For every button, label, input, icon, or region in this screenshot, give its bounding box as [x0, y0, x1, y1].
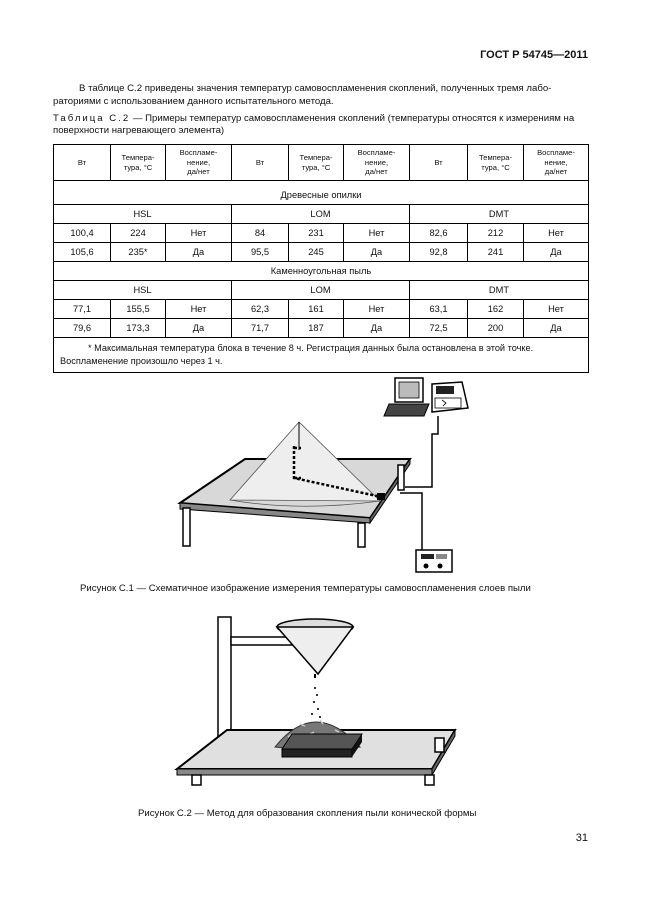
figure-c1-illustration: [170, 372, 470, 577]
header-watt: Вт: [54, 145, 111, 181]
header-temperature-line2: тура, °С: [301, 162, 331, 172]
cell: 241: [468, 243, 524, 262]
funnel: [277, 619, 353, 678]
cell: 173,3: [111, 319, 166, 338]
cell: Да: [166, 243, 232, 262]
cell: 71,7: [232, 319, 289, 338]
intro-paragraph: [53, 82, 588, 108]
cell: Да: [524, 243, 589, 262]
cell: 231: [289, 224, 344, 243]
header-ignition-line1: Воспламе-: [537, 148, 575, 158]
header-temperature: [468, 145, 524, 181]
lab-lom: LOM: [232, 281, 410, 300]
table-row: [54, 300, 589, 319]
table-caption: [53, 113, 588, 137]
header-ignition-line1: Воспламе-: [179, 148, 218, 158]
cell: Да: [344, 319, 410, 338]
header-ignition-line2: нение,: [364, 157, 389, 167]
cell: 92,8: [410, 243, 468, 262]
cell: 95,5: [232, 243, 289, 262]
header-temperature: [111, 145, 166, 181]
table-row: [54, 319, 589, 338]
cell: Нет: [166, 300, 232, 319]
header-watt: Вт: [232, 145, 289, 181]
cell: 82,6: [410, 224, 468, 243]
table-header-row: [54, 145, 589, 181]
header-temperature-line1: Темпера-: [299, 153, 333, 162]
cell: Нет: [166, 224, 232, 243]
cell: 72,5: [410, 319, 468, 338]
header-ignition-line3: да/нет: [365, 167, 388, 177]
header-ignition-line2: нение,: [544, 157, 568, 167]
cell: Да: [524, 319, 589, 338]
figure-c1-caption: Рисунок С.1 — Схематичное изображение измерения температуры самовоспламенения слоев пыли: [80, 583, 531, 594]
cell: Нет: [344, 224, 410, 243]
intro-line-2: раториями с использованием данного испытательного метода.: [53, 96, 334, 107]
lab-row: [54, 281, 589, 300]
figure-c2-caption: Рисунок С.2 — Метод для образования скопления пыли конической формы: [138, 808, 477, 819]
cell: Нет: [344, 300, 410, 319]
table-footnote: [54, 338, 589, 373]
cell: Да: [166, 319, 232, 338]
cell: 100,4: [54, 224, 111, 243]
table-footnote-text: * Максимальная температура блока в течение 8 ч. Регистрация данных была остановлена в этой точке. Воспламенение произошло через 1 ч.: [60, 343, 534, 366]
cell: 155,5: [111, 300, 166, 319]
cell: 245: [289, 243, 344, 262]
header-temperature-line1: Темпера-: [479, 153, 512, 162]
ignition-temperature-table: [53, 144, 589, 373]
lab-dmt: DMT: [410, 281, 589, 300]
intro-line-1: В таблице С.2 приведены значения температур самовоспламенения скоплений, полученных тремя лабо-: [79, 83, 552, 94]
header-ignition-line3: да/нет: [544, 167, 568, 177]
table-caption-text: — Примеры температур самовоспламенения скоплений (температуры относятся к измерениям на поверхности нагревающего элемента): [53, 113, 575, 136]
cell: 212: [468, 224, 524, 243]
section-title-row: [54, 186, 589, 205]
cell: 235*: [111, 243, 166, 262]
header-temperature-line2: тура, °С: [481, 162, 510, 172]
temperature-controller-icon: [416, 550, 452, 572]
cell: 161: [289, 300, 344, 319]
cell: Нет: [524, 224, 589, 243]
section-title-row: [54, 262, 589, 281]
table-row: [54, 224, 589, 243]
cell: 105,6: [54, 243, 111, 262]
cell: 62,3: [232, 300, 289, 319]
lab-dmt: DMT: [410, 205, 589, 224]
header-ignition: [344, 145, 410, 181]
header-ignition-line3: да/нет: [187, 167, 210, 177]
header-watt: Вт: [410, 145, 468, 181]
header-temperature-line1: Темпера-: [121, 153, 155, 162]
page-number: 31: [575, 832, 588, 844]
header-ignition-line1: Воспламе-: [357, 148, 396, 158]
computer-icon: [384, 378, 429, 416]
cell: 63,1: [410, 300, 468, 319]
cell: 84: [232, 224, 289, 243]
cell: 187: [289, 319, 344, 338]
cell: Нет: [524, 300, 589, 319]
cell: 79,6: [54, 319, 111, 338]
table-caption-label: Таблица С.2: [53, 113, 131, 124]
cell: 200: [468, 319, 524, 338]
header-ignition-line2: нение,: [186, 157, 211, 167]
cell: 77,1: [54, 300, 111, 319]
cell: 224: [111, 224, 166, 243]
lab-hsl: HSL: [54, 205, 232, 224]
section-title-sawdust: Древесные опилки: [54, 186, 589, 205]
lab-row: [54, 205, 589, 224]
header-ignition: [166, 145, 232, 181]
footnote-row: [54, 338, 589, 373]
header-temperature-line2: тура, °С: [123, 162, 153, 172]
table-row: [54, 243, 589, 262]
header-temperature: [289, 145, 344, 181]
data-logger-icon: [432, 382, 468, 412]
header-ignition: [524, 145, 589, 181]
lab-hsl: HSL: [54, 281, 232, 300]
section-title-coal-dust: Каменноугольная пыль: [54, 262, 589, 281]
cell: 162: [468, 300, 524, 319]
lab-lom: LOM: [232, 205, 410, 224]
heating-block: [282, 734, 362, 757]
document-header: ГОСТ Р 54745—2011: [480, 49, 588, 61]
falling-dust: [311, 687, 321, 718]
figure-c2-illustration: [170, 612, 470, 792]
cell: Да: [344, 243, 410, 262]
